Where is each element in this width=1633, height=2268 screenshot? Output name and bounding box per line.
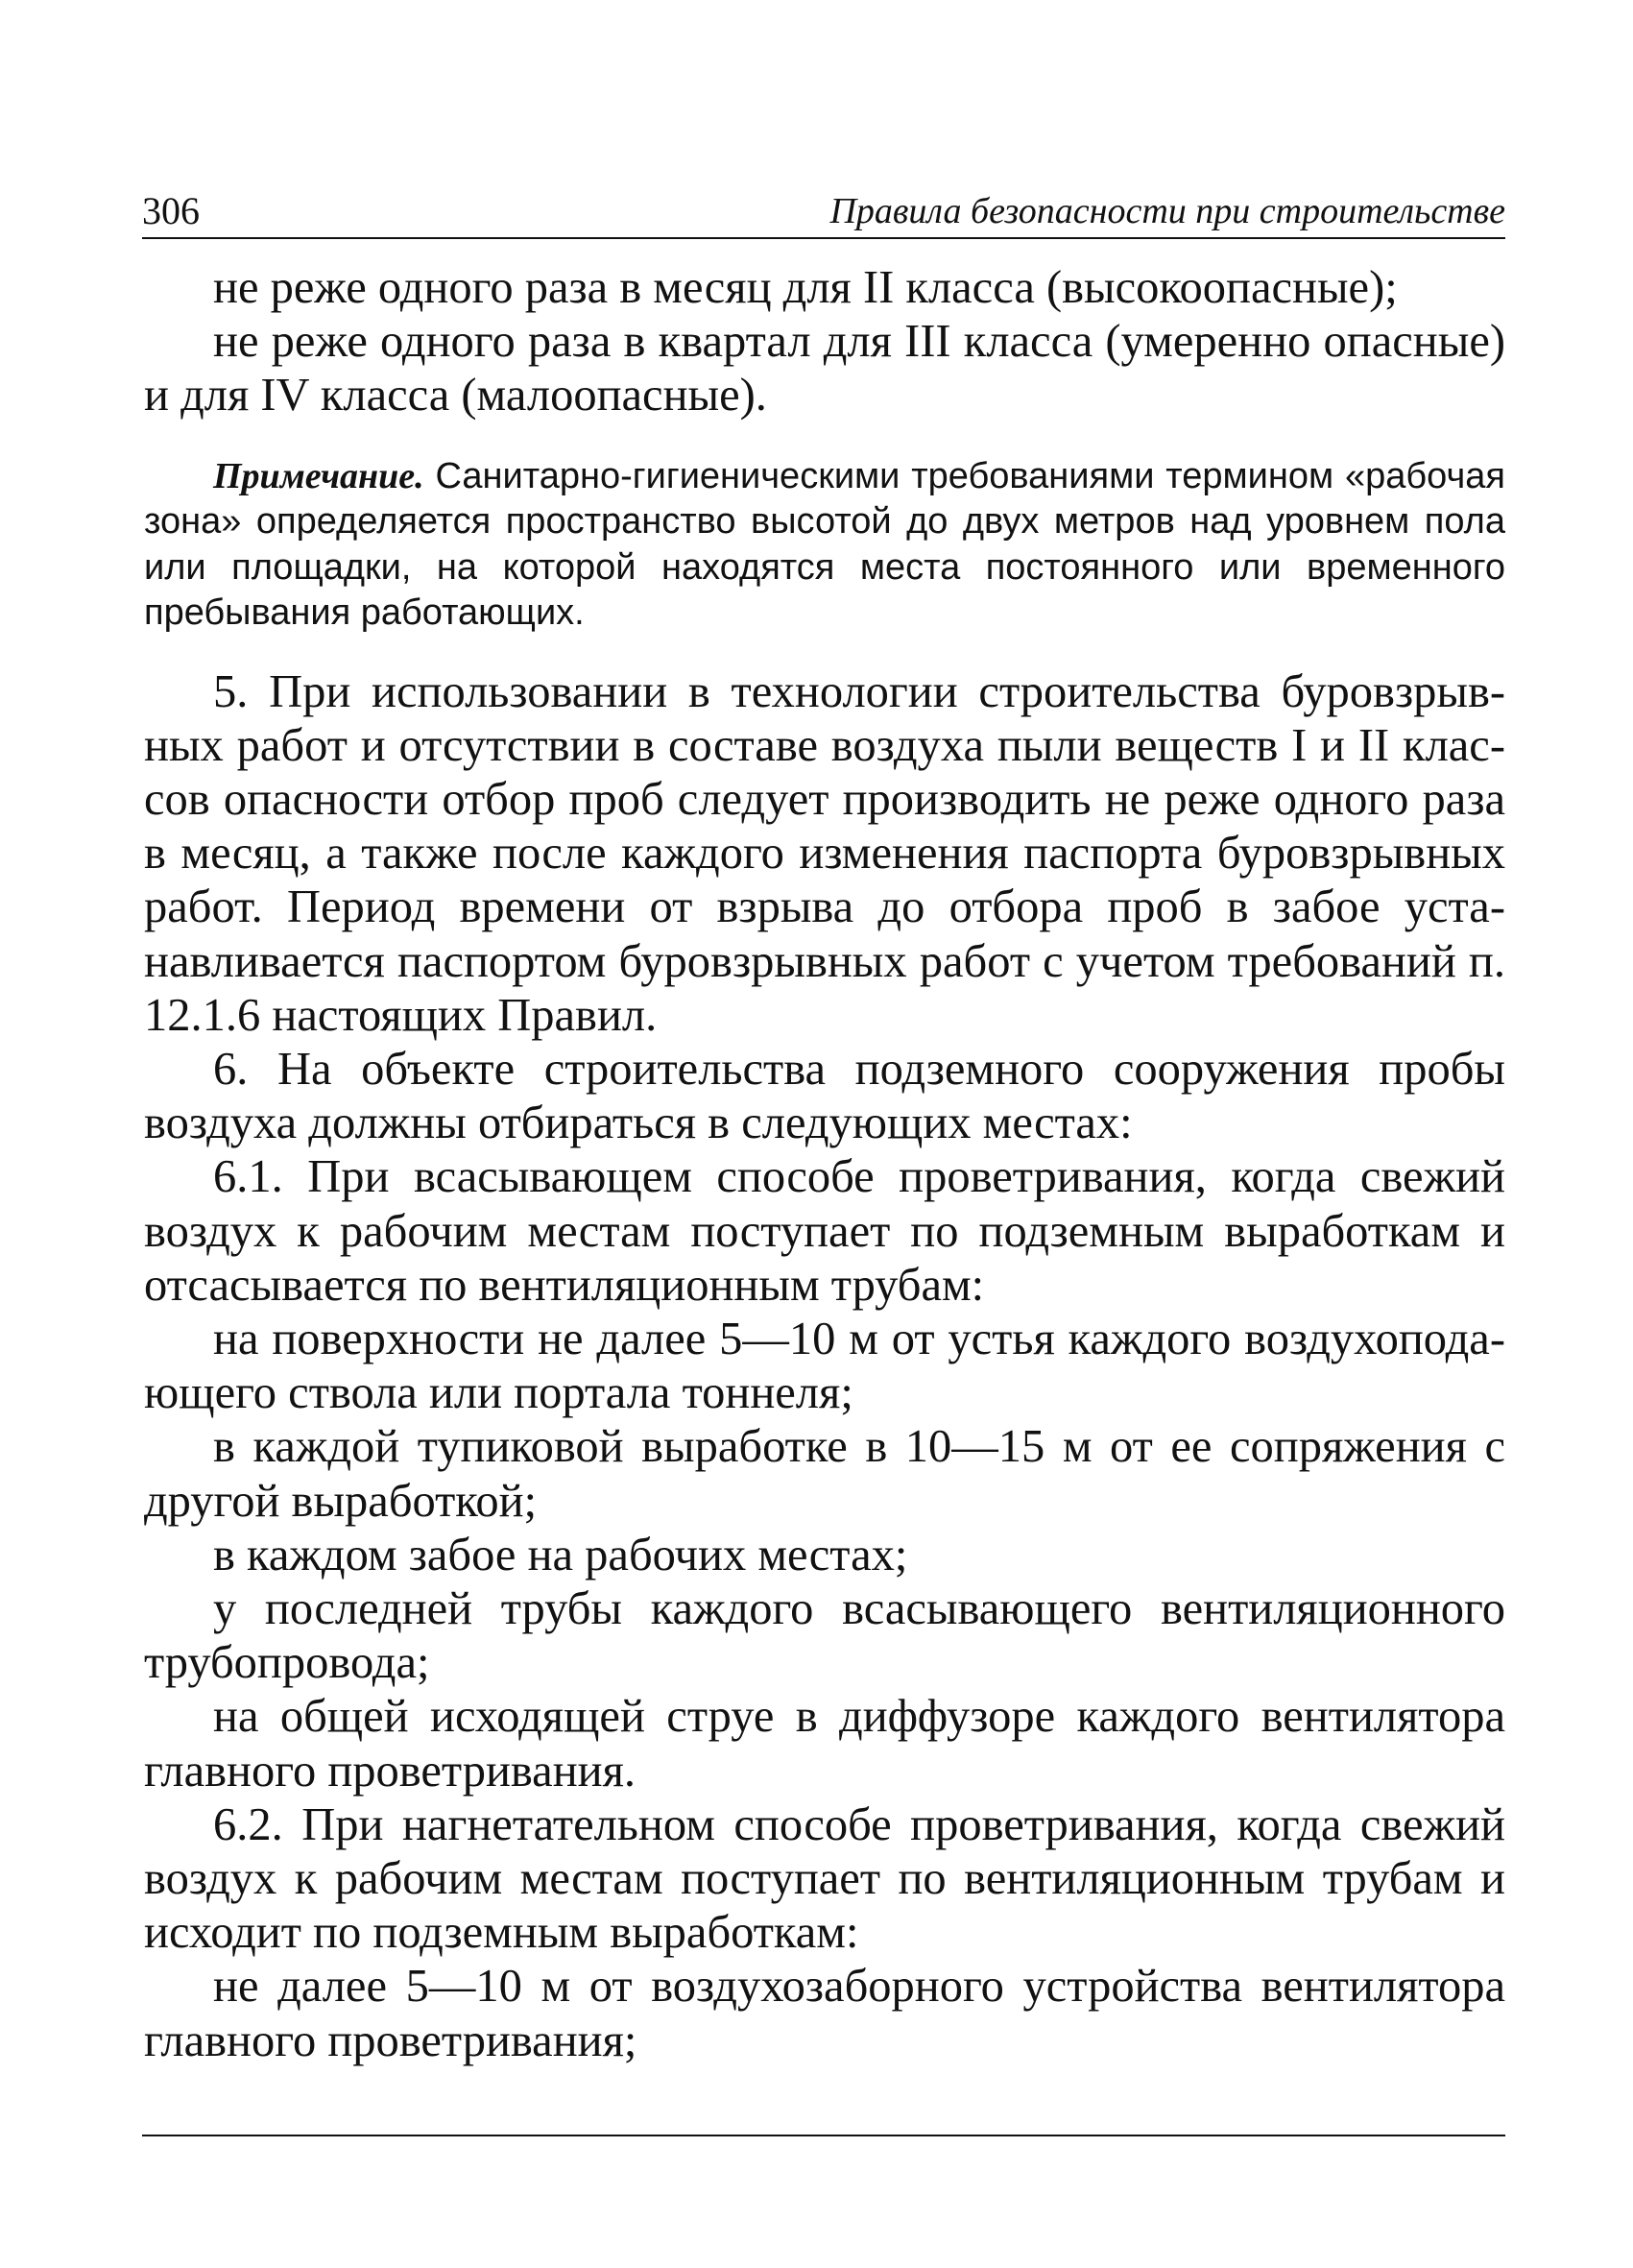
paragraph-item-6-1: 6.1. При всасывающем способе проветривания, когда свежий воздух к рабочим местам поступает по подземным выработкам и отсасывается по вентиляционным трубам: (144, 1151, 1505, 1311)
paragraph-item-6-2-a: не далее 5—10 м от воздухозаборного устройства вентилятора главного проветривания; (144, 1961, 1505, 2066)
paragraph-class-iii-iv: не реже одного раза в квартал для III класса (умеренно опасные) и для IV класса (малоопасные). (144, 316, 1505, 422)
paragraph-item-6-1-c: в каждом забое на рабочих местах; (213, 1529, 908, 1580)
running-title: Правила безопасности при строительстве (829, 191, 1505, 231)
paragraph-item-6-2: 6.2. При нагнетательном способе проветривания, когда свежий воздух к рабочим местам поступает по вентиляционным трубам и исходит по подземным выработкам: (144, 1798, 1505, 1959)
note (144, 454, 1505, 637)
header-rule (142, 237, 1505, 239)
footer-rule (142, 2135, 1505, 2136)
body-text (144, 261, 1505, 2068)
running-header (142, 188, 1505, 234)
paragraph-item-6-1-e: на общей исходящей струе в диффузоре каждого вентилятора главного проветривания. (144, 1691, 1505, 1797)
paragraph-item-6-1-d: у последней трубы каждого всасывающего вентиляционного трубопровода; (144, 1583, 1505, 1689)
paragraph-item-6-1-a: на поверхности не далее 5—10 м от устья каждого воздухоподающего ствола или портала тоннеля; (144, 1314, 1505, 1419)
note-text: Санитарно-гигиеническими требованиями термином «рабочая зона» определяется пространство высотой до двух метров над уровнем пола или площадки, на которой находятся места постоянного или временного пребывания работающих. (144, 455, 1505, 634)
note-label: Примечание. (213, 455, 424, 496)
paragraph-class-ii: не реже одного раза в месяц для II класса (высокоопасные); (213, 262, 1398, 313)
paragraph-item-6: 6. На объекте строительства подземного сооружения пробы воздуха должны отбираться в следующих местах: (144, 1044, 1505, 1149)
page-number: 306 (142, 189, 200, 232)
paragraph-item-5: 5. При использовании в технологии строительства буровзрывных работ и отсутствии в составе воздуха пыли веществ I и II классов опасности отбор проб следует производить не реже одного раза в месяц, а также после каждого изменения паспорта буровзрывных работ. Период времени от взрыва до отбора проб в забое устанавливается паспортом буровзрывных работ с учетом требований п. 12.1.6 настоящих Правил. (144, 665, 1505, 1041)
paragraph-item-6-1-b: в каждой тупиковой выработке в 10—15 м от ее сопряжения с другой выработкой; (144, 1421, 1505, 1527)
